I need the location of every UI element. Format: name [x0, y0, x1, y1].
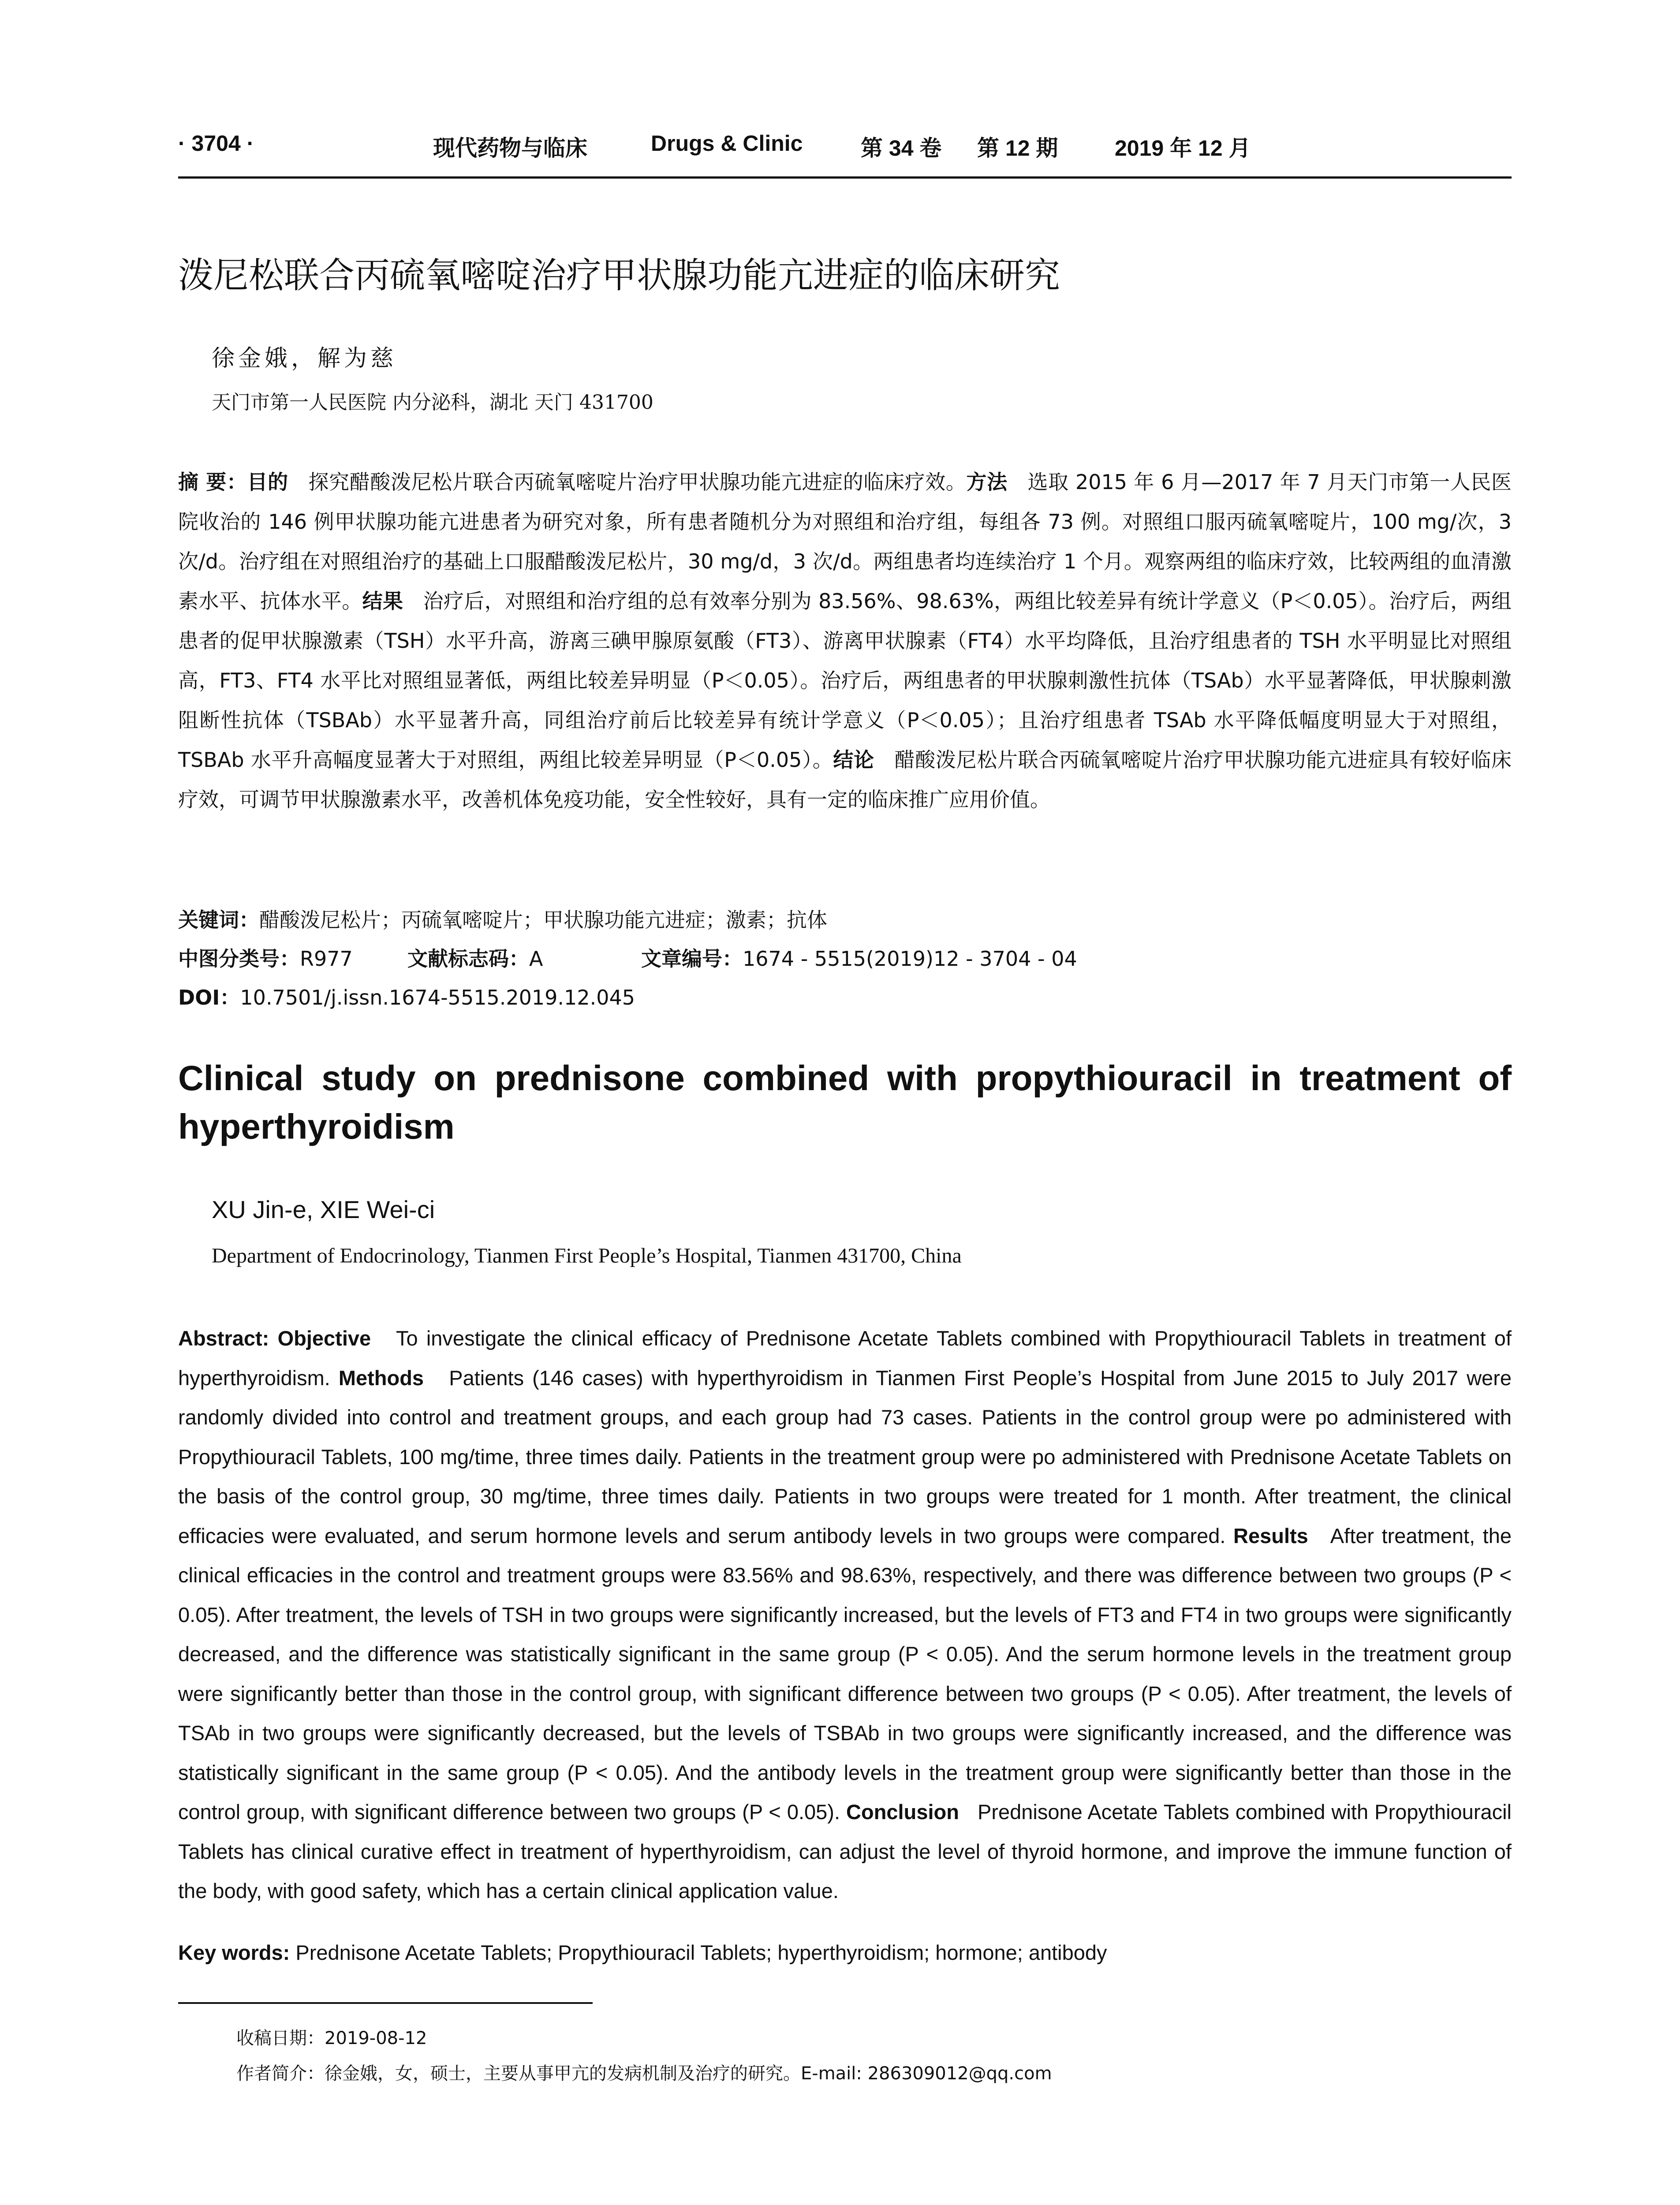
abstract-cn [178, 462, 1512, 819]
results-text-en: After treatment, the clinical efficacies in the control and treatment groups were 83.56% and 98.63%, respectively, and there was difference between two groups (P < 0.05). After treatment, the levels of TSH in two groups were significantly increased, but the levels of FT3 and FT4 in two groups were significantly decreased, and the difference was statistically significant in the same group (P < 0.05). And the serum hormone levels in the treatment group were significantly better than those in the control group, with significant difference between two groups (P < 0.05). After treatment, the levels of TSAb in two groups were significantly decreased, but the levels of TSBAb in two groups were significantly increased, and the difference was statistically significant in the same group (P < 0.05). And the antibody levels in the treatment group were significantly better than those in the control group, with significant difference between two groups (P < 0.05). [178, 1524, 1512, 1824]
author-bio: 作者简介：徐金娥，女，硕士，主要从事甲亢的发病机制及治疗的研究。E-mail: 286309012@qq.com [236, 2063, 1052, 2084]
classification-line [178, 943, 1512, 972]
conclusion-text-en: Prednisone Acetate Tablets combined with Propythiouracil Tablets has clinical curative effect in treatment of hyperthyroidism, can adjust the level of thyroid hormone, and improve the immune function of the body, with good safety, which has a certain clinical application value. [178, 1800, 1512, 1902]
abstract-en [178, 1319, 1512, 1911]
abstract-label-en: Abstract: [178, 1327, 269, 1350]
methods-text-en: Patients (146 cases) with hyperthyroidism in Tianmen First People’s Hospital from June 2015 to July 2017 were randomly divided into control and treatment groups, and each group had 73 cases. Patients in the control group were po administered with Propythiouracil Tablets, 100 mg/time, three times daily. Patients in the treatment group were po administered with Prednisone Acetate Tablets on the basis of the control group, 30 mg/time, three times daily. Patients in two groups were treated for 1 month. After treatment, the clinical efficacies were evaluated, and serum hormone levels and serum antibody levels in two groups were compared. [178, 1366, 1512, 1547]
abstract-label-cn: 摘 要： [178, 470, 247, 494]
clc-code: R977 [300, 947, 353, 971]
journal-name-en: Drugs & Clinic [651, 131, 803, 156]
doc-code-label: 文献标志码： [407, 947, 529, 971]
authors-en: XU Jin-e, XIE Wei-ci [212, 1196, 435, 1223]
affiliation-en: Department of Endocrinology, Tianmen First People’s Hospital, Tianmen 431700, China [212, 1244, 962, 1267]
article-title-en: Clinical study on prednisone combined with propythiouracil in treatment of hyperthyroidism [178, 1058, 1512, 1146]
keywords-label-en: Key words: [178, 1941, 290, 1964]
methods-text-cn: 选取 2015 年 6 月—2017 年 7 月天门市第一人民医院收治的 146 例甲状腺功能亢进患者为研究对象，所有患者随机分为对照组和治疗组，每组各 73 例。对照组口服丙硫氧嘧啶片，100 mg/次，3 次/d。治疗组在对照组治疗的基础上口服醋酸泼尼松片，30 mg/d，3 次/d。两组患者均连续治疗 1 个月。观察两组的临床疗效，比较两组的血清激素水平、抗体水平。 [178, 470, 1512, 613]
results-text-cn: 治疗后，对照组和治疗组的总有效率分别为 83.56%、98.63%，两组比较差异有统计学意义（P＜0.05）。治疗后，两组患者的促甲状腺激素（TSH）水平升高，游离三碘甲腺原氨酸（FT3）、游离甲状腺素（FT4）水平均降低，且治疗组患者的 TSH 水平明显比对照组高，FT3、FT4 水平比对照组显著低，两组比较差异明显（P＜0.05）。治疗后，两组患者的甲状腺刺激性抗体（TSAb）水平显著降低，甲状腺刺激阻断性抗体（TSBAb）水平显著升高，同组治疗前后比较差异有统计学意义（P＜0.05）；且治疗组患者 TSAb 水平降低幅度明显大于对照组，TSBAb 水平升高幅度显著大于对照组，两组比较差异明显（P＜0.05）。 [178, 589, 1512, 772]
methods-label-cn: 方法 [966, 470, 1008, 494]
article-title-cn: 泼尼松联合丙硫氧嘧啶治疗甲状腺功能亢进症的临床研究 [178, 255, 1060, 296]
objective-text-cn: 探究醋酸泼尼松片联合丙硫氧嘧啶片治疗甲状腺功能亢进症的临床疗效。 [308, 470, 967, 494]
footnote-divider [178, 2002, 593, 2004]
clc-label: 中图分类号： [178, 947, 300, 971]
conclusion-text-cn: 醋酸泼尼松片联合丙硫氧嘧啶片治疗甲状腺功能亢进症具有较好临床疗效，可调节甲状腺激素水平，改善机体免疫功能，安全性较好，具有一定的临床推广应用价值。 [178, 748, 1512, 811]
header-divider [178, 176, 1512, 179]
keywords-en [178, 1940, 1512, 1965]
running-header [178, 131, 1512, 161]
objective-label-en: Objective [277, 1327, 371, 1350]
article-no-label: 文章编号： [641, 947, 743, 971]
keywords-label-cn: 关键词： [178, 908, 259, 932]
doi-link[interactable]: 10.7501/j.issn.1674-5515.2019.12.045 [240, 986, 635, 1009]
journal-name-cn: 现代药物与临床 [433, 136, 587, 161]
results-label-en: Results [1233, 1524, 1308, 1547]
authors-cn: 徐金娥，解为慈 [212, 345, 397, 372]
objective-text-en: To investigate the clinical efficacy of Prednisone Acetate Tablets combined with Propythiouracil Tablets in treatment of hyperthyroidism. [178, 1327, 1512, 1390]
keywords-text-cn: 醋酸泼尼松片；丙硫氧嘧啶片；甲状腺功能亢进症；激素；抗体 [259, 908, 827, 932]
page-number: · 3704 · [178, 131, 254, 156]
issue: 第 12 期 [977, 136, 1058, 161]
methods-label-en: Methods [338, 1366, 424, 1390]
doc-code: A [529, 947, 543, 971]
doi-label: DOI： [178, 986, 240, 1009]
objective-label-cn: 目的 [247, 470, 288, 494]
received-date: 收稿日期：2019-08-12 [236, 2028, 427, 2048]
doi-line [178, 982, 1512, 1011]
keywords-text-en: Prednisone Acetate Tablets; Propythiouracil Tablets; hyperthyroidism; hormone; antibody [295, 1941, 1107, 1964]
volume: 第 34 卷 [861, 136, 942, 161]
affiliation-cn: 天门市第一人民医院 内分泌科，湖北 天门 431700 [212, 391, 653, 414]
conclusion-label-en: Conclusion [846, 1800, 959, 1824]
results-label-cn: 结果 [362, 589, 403, 613]
article-no: 1674 - 5515(2019)12 - 3704 - 04 [743, 947, 1077, 971]
conclusion-label-cn: 结论 [833, 748, 874, 772]
issue-date: 2019 年 12 月 [1115, 136, 1251, 161]
keywords-cn [178, 904, 1512, 933]
